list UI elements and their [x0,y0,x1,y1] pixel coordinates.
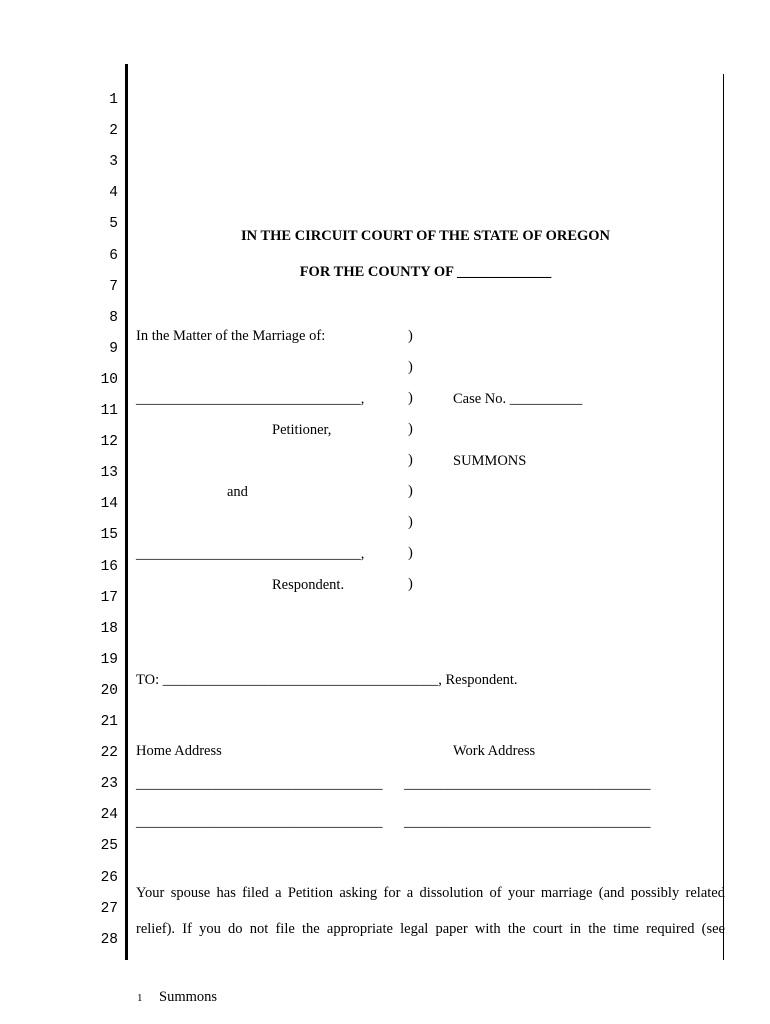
line-number: 22 [100,745,118,762]
caption-paren: ) [408,390,413,406]
line-number: 11 [100,403,118,419]
line-number: 1 [109,92,118,108]
body-line-2: relief). If you do not file the appropriate legal paper with the court in the time required (see [136,921,725,937]
caption-paren: ) [408,514,413,530]
line-number: 21 [100,714,118,730]
court-heading: IN THE CIRCUIT COURT OF THE STATE OF OREGON [240,228,611,244]
and-label: and [227,484,248,500]
respondent-name-line: _______________________________, [136,546,365,562]
home-address-line-2: __________________________________ [136,814,383,830]
home-address-line-1: __________________________________ [136,776,383,792]
line-number: 6 [109,247,118,264]
line-number: 18 [100,620,118,637]
line-number: 4 [109,185,118,202]
line-number: 20 [100,682,118,699]
caption-paren: ) [408,576,413,592]
caption-paren: ) [408,452,413,468]
caption-paren: ) [408,545,413,561]
caption-paren: ) [408,359,413,375]
work-address-label: Work Address [453,743,536,759]
right-margin-rule [723,74,724,960]
line-number: 2 [109,123,118,140]
line-number: 10 [100,371,118,388]
line-number: 9 [109,340,118,357]
matter-label: In the Matter of the Marriage of: [136,328,326,344]
caption-paren: ) [408,483,413,499]
caption-paren: ) [408,421,413,437]
line-number: 7 [109,278,118,295]
line-number: 25 [100,838,118,855]
footer-title: Summons [159,989,218,1005]
line-number: 17 [100,589,118,606]
work-address-line-2: __________________________________ [404,814,651,830]
line-number: 15 [100,527,118,544]
respondent-label: Respondent. [272,577,345,593]
case-number: Case No. __________ [453,391,583,407]
line-number: 28 [100,931,118,948]
line-number: 13 [100,465,118,482]
left-margin-rule [125,64,128,960]
home-address-label: Home Address [136,743,222,759]
line-number: 5 [109,216,118,233]
line-number: 3 [109,154,118,171]
document-title: SUMMONS [453,453,527,469]
county-heading: FOR THE COUNTY OF _____________ [299,264,552,280]
line-number: 26 [100,869,118,886]
caption-paren: ) [408,328,413,344]
to-respondent-line: TO: ______________________________________, Respondent. [136,672,518,688]
line-number: 14 [100,496,118,513]
line-number: 19 [100,651,118,668]
petitioner-name-line: _______________________________, [136,391,365,407]
line-number: 8 [109,309,118,326]
line-number: 23 [100,776,118,793]
line-number: 27 [100,900,118,917]
line-number: 24 [100,807,118,824]
petitioner-label: Petitioner, [272,422,332,438]
line-number: 16 [100,558,118,575]
work-address-line-1: __________________________________ [404,776,651,792]
footer-page-number: 1 [137,992,143,1004]
line-number: 12 [100,434,118,451]
body-line-1: Your spouse has filed a Petition asking for a dissolution of your marriage (and possibly related [136,885,725,901]
